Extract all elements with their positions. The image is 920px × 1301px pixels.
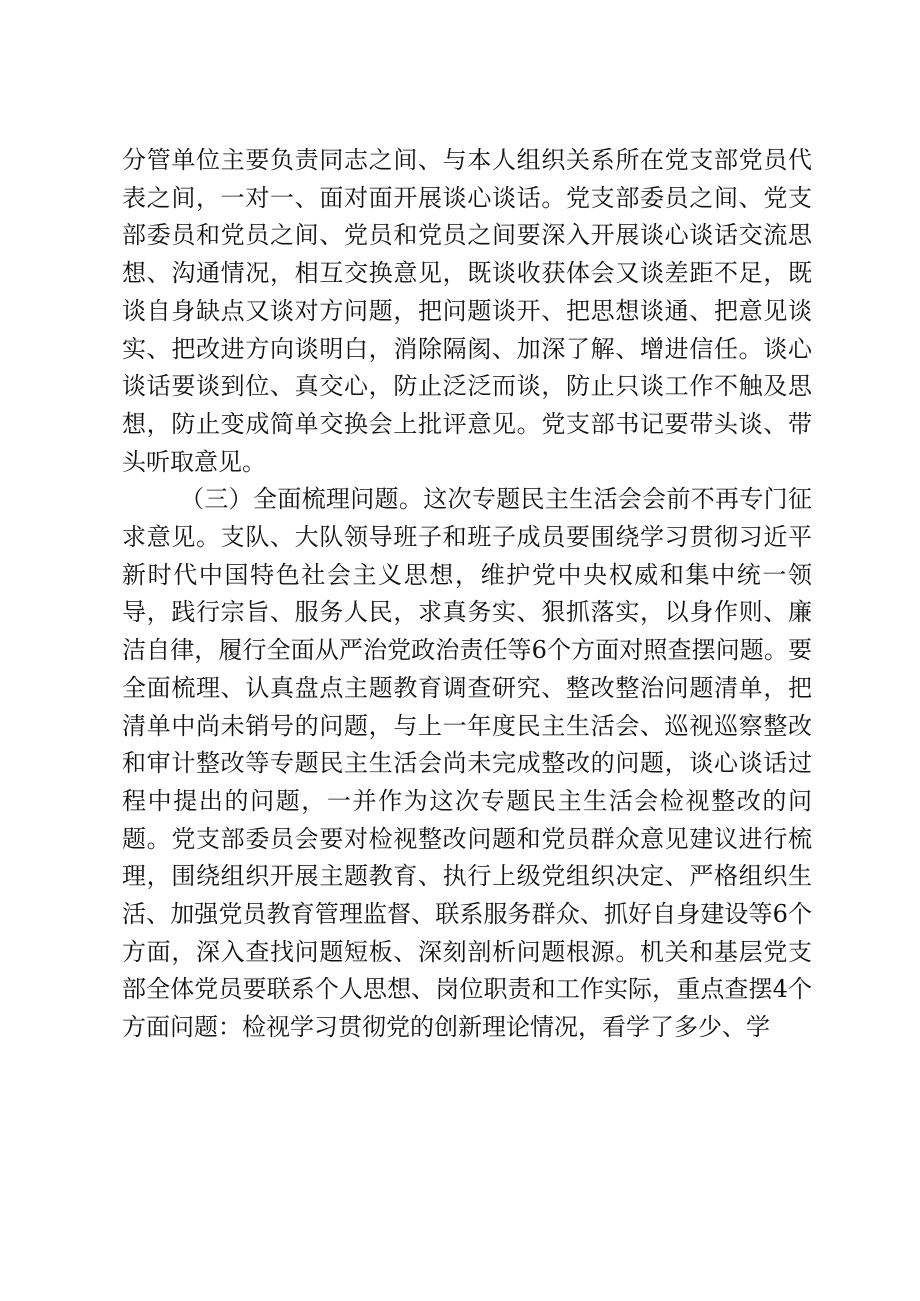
- document-body: [122, 142, 812, 1047]
- paragraph-talk-exchange: 分管单位主要负责同志之间、与本人组织关系所在党支部党员代表之间，一对一、面对面开展谈心谈话。党支部委员之间、党支部委员和党员之间、党员和党员之间要深入开展谈心谈话交流思想、沟通情况，相互交换意见，既谈收获体会又谈差距不足，既谈自身缺点又谈对方问题，把问题谈开、把思想谈通、把意见谈实、把改进方向谈明白，消除隔阂、加深了解、增进信任。谈心谈话要谈到位、真交心，防止泛泛而谈，防止只谈工作不触及思想，防止变成简单交换会上批评意见。党支部书记要带头谈、带头听取意见。: [122, 146, 812, 476]
- paragraph-review-issues: （三）全面梳理问题。这次专题民主生活会会前不再专门征求意见。支队、大队领导班子和班子成员要围绕学习贯彻习近平新时代中国特色社会主义思想，维护党中央权威和集中统一领导，践行宗旨、服务人民，求真务实、狠抓落实，以身作则、廉洁自律，履行全面从严治党政治责任等6个方面对照查摆问题。要全面梳理、认真盘点主题教育调查研究、整改整治问题清单，把清单中尚未销号的问题，与上一年度民主生活会、巡视巡察整改和审计整改等专题民主生活会尚未完成整改的问题，谈心谈话过程中提出的问题，一并作为这次专题民主生活会检视整改的问题。党支部委员会要对检视整改问题和党员群众意见建议进行梳理，围绕组织开展主题教育、执行上级党组织决定、严格组织生活、加强党员教育管理监督、联系服务群众、抓好自身建设等6个方面，深入查找问题短板、深刻剖析问题根源。机关和基层党支部全体党员要联系个人思想、岗位职责和工作实际，重点查摆4个方面问题：检视学习贯彻党的创新理论情况，看学了多少、学: [122, 485, 812, 1042]
